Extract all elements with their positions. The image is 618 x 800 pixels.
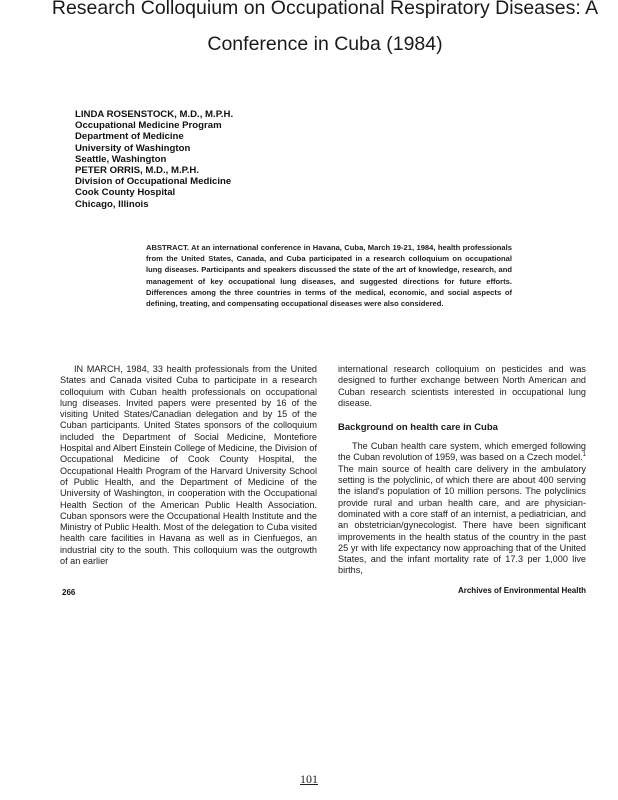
author-block xyxy=(75,109,233,210)
author-line: Seattle, Washington xyxy=(75,153,167,165)
page-number: 266 xyxy=(62,588,76,597)
author-line: Chicago, Illinois xyxy=(75,198,149,210)
abstract-label: ABSTRACT. xyxy=(146,243,190,252)
author-line: Department of Medicine xyxy=(75,131,184,143)
title-line-2: Conference in Cuba (1984) xyxy=(207,33,443,55)
right-column xyxy=(338,364,586,577)
abstract xyxy=(146,242,512,309)
author-line: PETER ORRIS, M.D., M.P.H. xyxy=(75,165,200,177)
section-heading: Background on health care in Cuba xyxy=(338,422,498,434)
abstract-text: At an international conference in Havana, Cuba, March 19-21, 1984, health professionals from the United States, Canada, and Cuba participated in a research colloquium on occupational lung diseases. Participants and speakers discussed the state of the art of knowledge, research, and management of key occupational lung diseases, and suggested directions for future efforts. Differences among the three countries in terms of the medical, economic, and social aspects of defining, treating, and compensating occupational diseases were also considered. xyxy=(146,243,512,309)
author-line: LINDA ROSENSTOCK, M.D., M.P.H. xyxy=(75,109,234,120)
footnote-reference[interactable]: 1 xyxy=(582,452,586,459)
author-line: Occupational Medicine Program xyxy=(75,120,222,132)
title-line-1: Research Colloquium on Occupational Respiratory Diseases: A xyxy=(51,0,599,19)
left-column xyxy=(60,364,317,567)
journal-name: Archives of Environmental Health xyxy=(457,586,586,595)
health-care-paragraph xyxy=(338,441,586,577)
paragraph-text-start: The Cuban health care system, which emerged following the Cuban revolution of 1959, was based on a Czech model. xyxy=(338,441,586,463)
author-line: Cook County Hospital xyxy=(75,187,176,199)
intro-paragraph: IN MARCH, 1984, 33 health professionals from the United States and Canada visited Cuba to participate in a research colloquium with Cuban health professionals on occupational lung diseases. Invited papers were presented by 16 of the visiting United States/Canadian delegation and by 15 of the Cuban participants. United States sponsors of the colloquium included the Department of Social Medicine, Montefiore Hospital and Albert Einstein College of Medicine, the Division of Occupational Medicine of Cook County Hospital, the Occupational Health Program of the Harvard University School of Public Health, and the Department of Medicine of the University of Washington, in cooperation with the Occupational Health Section of the American Public Health Association. Cuban sponsors were the Occupational Health Institute and the Ministry of Public Health. Most of the delegation to Cuba visited health care facilities in Havana as well as in Cienfuegos, an industrial city to the south. This colloquium was the outgrowth of an earlier xyxy=(60,364,317,567)
author-line: Division of Occupational Medicine xyxy=(75,176,232,188)
paragraph-text-end: The main source of health care delivery in the ambulatory setting is the polyclinic, of which there are about 400 serving the island's population of 10 million persons. The polyclinics provide rural and urban health care, and are physician-dominated with a core staff of an internist, a pediatrician, and an obstetrician/gynecologist. There have been significant improvements in the health status of the country in the past 25 yr with life expectancy now approaching that of the United States, and the infant mortality rate of 17.3 per 1,000 live births, xyxy=(338,463,586,576)
scan-page-link[interactable]: 101 xyxy=(300,772,318,786)
author-line: University of Washington xyxy=(75,142,191,154)
continuation-paragraph: international research colloquium on pesticides and was designed to further exchange between North American and Cuban research scientists interested in occupational lung disease. xyxy=(338,364,586,408)
